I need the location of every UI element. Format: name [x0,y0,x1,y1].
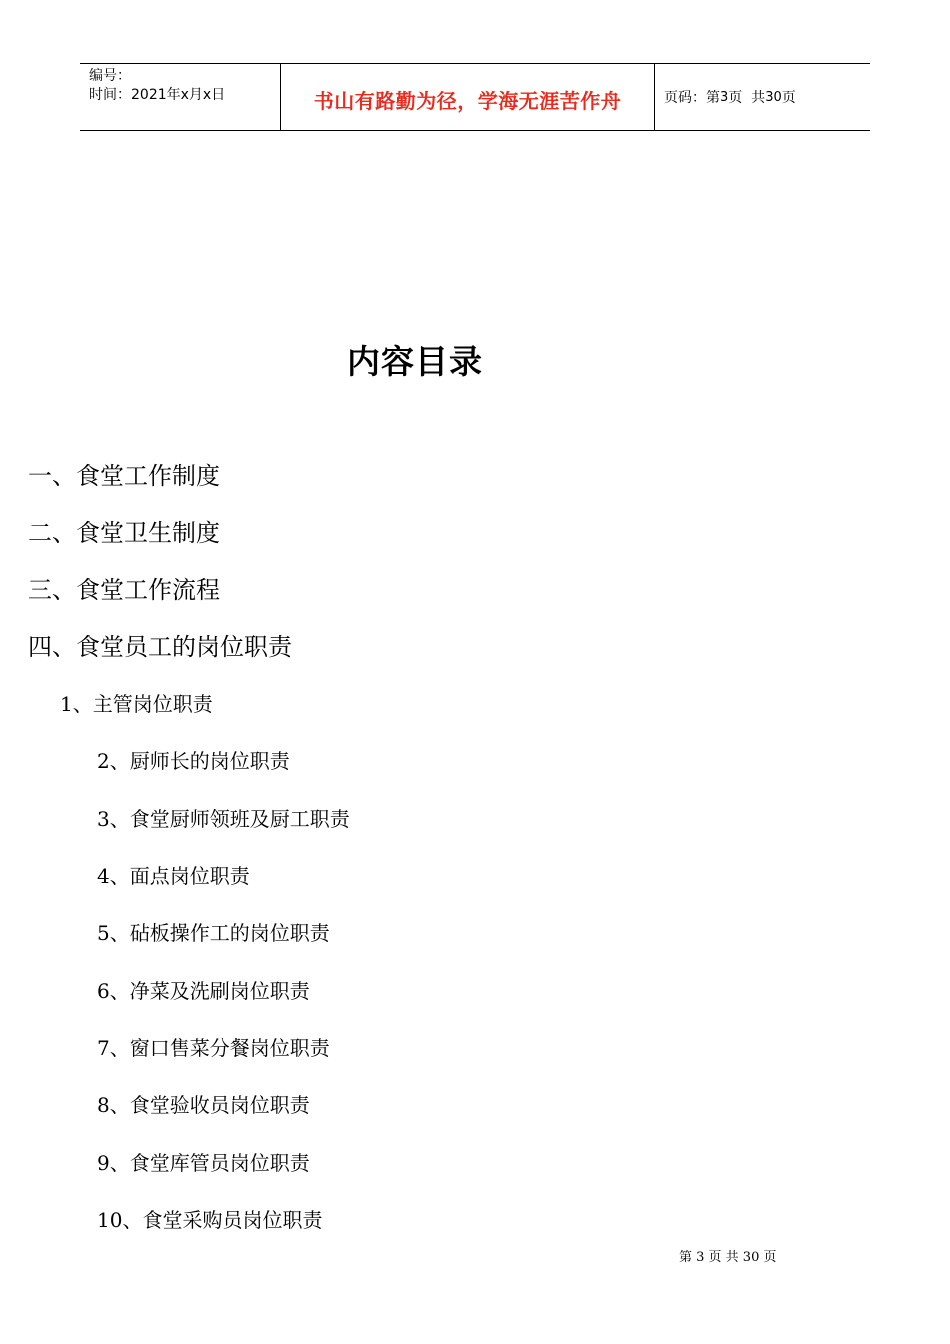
toc-sub-item[interactable]: 7、窗口售菜分餐岗位职责 [97,1036,330,1060]
toc-sub-item[interactable]: 10、食堂采购员岗位职责 [97,1208,323,1232]
toc-sub-item[interactable]: 2、厨师长的岗位职责 [97,749,290,773]
header-page-cell [655,64,870,130]
toc-section[interactable]: 三、食堂工作流程 [28,576,220,604]
toc-section[interactable]: 二、食堂卫生制度 [28,519,220,547]
page-current: 3 [720,89,729,105]
toc-sub-item[interactable]: 5、砧板操作工的岗位职责 [97,921,330,945]
page-footer: 第 3 页 共 30 页 [679,1250,777,1265]
header-motto: 书山有路勤为径，学海无涯苦作舟 [313,88,622,113]
toc-sub-item[interactable]: 9、食堂库管员岗位职责 [97,1151,310,1175]
toc-sub-item[interactable]: 8、食堂验收员岗位职责 [97,1093,310,1117]
toc-section[interactable]: 一、食堂工作制度 [28,462,220,490]
toc-sub-item[interactable]: 3、食堂厨师领班及厨工职责 [97,807,350,831]
page-total: 30 [765,89,782,105]
page-suffix: 页 [781,90,796,106]
toc-sub-item[interactable]: 1、主管岗位职责 [60,692,213,716]
toc-sub-item[interactable]: 6、净菜及洗刷岗位职责 [97,979,310,1003]
toc-section[interactable]: 四、食堂员工的岗位职责 [28,633,292,661]
document-time-label: 时间：2021年x月x日 [89,87,226,103]
page-mid: 页 共 [728,90,766,106]
toc-sub-item[interactable]: 4、面点岗位职责 [97,864,250,888]
page-header [80,63,870,131]
header-motto-cell [281,64,655,130]
page-title: 内容目录 [347,342,483,381]
document-number-label: 编号： [89,68,131,84]
page-prefix: 页码：第 [664,90,720,106]
header-info-cell [80,64,281,130]
